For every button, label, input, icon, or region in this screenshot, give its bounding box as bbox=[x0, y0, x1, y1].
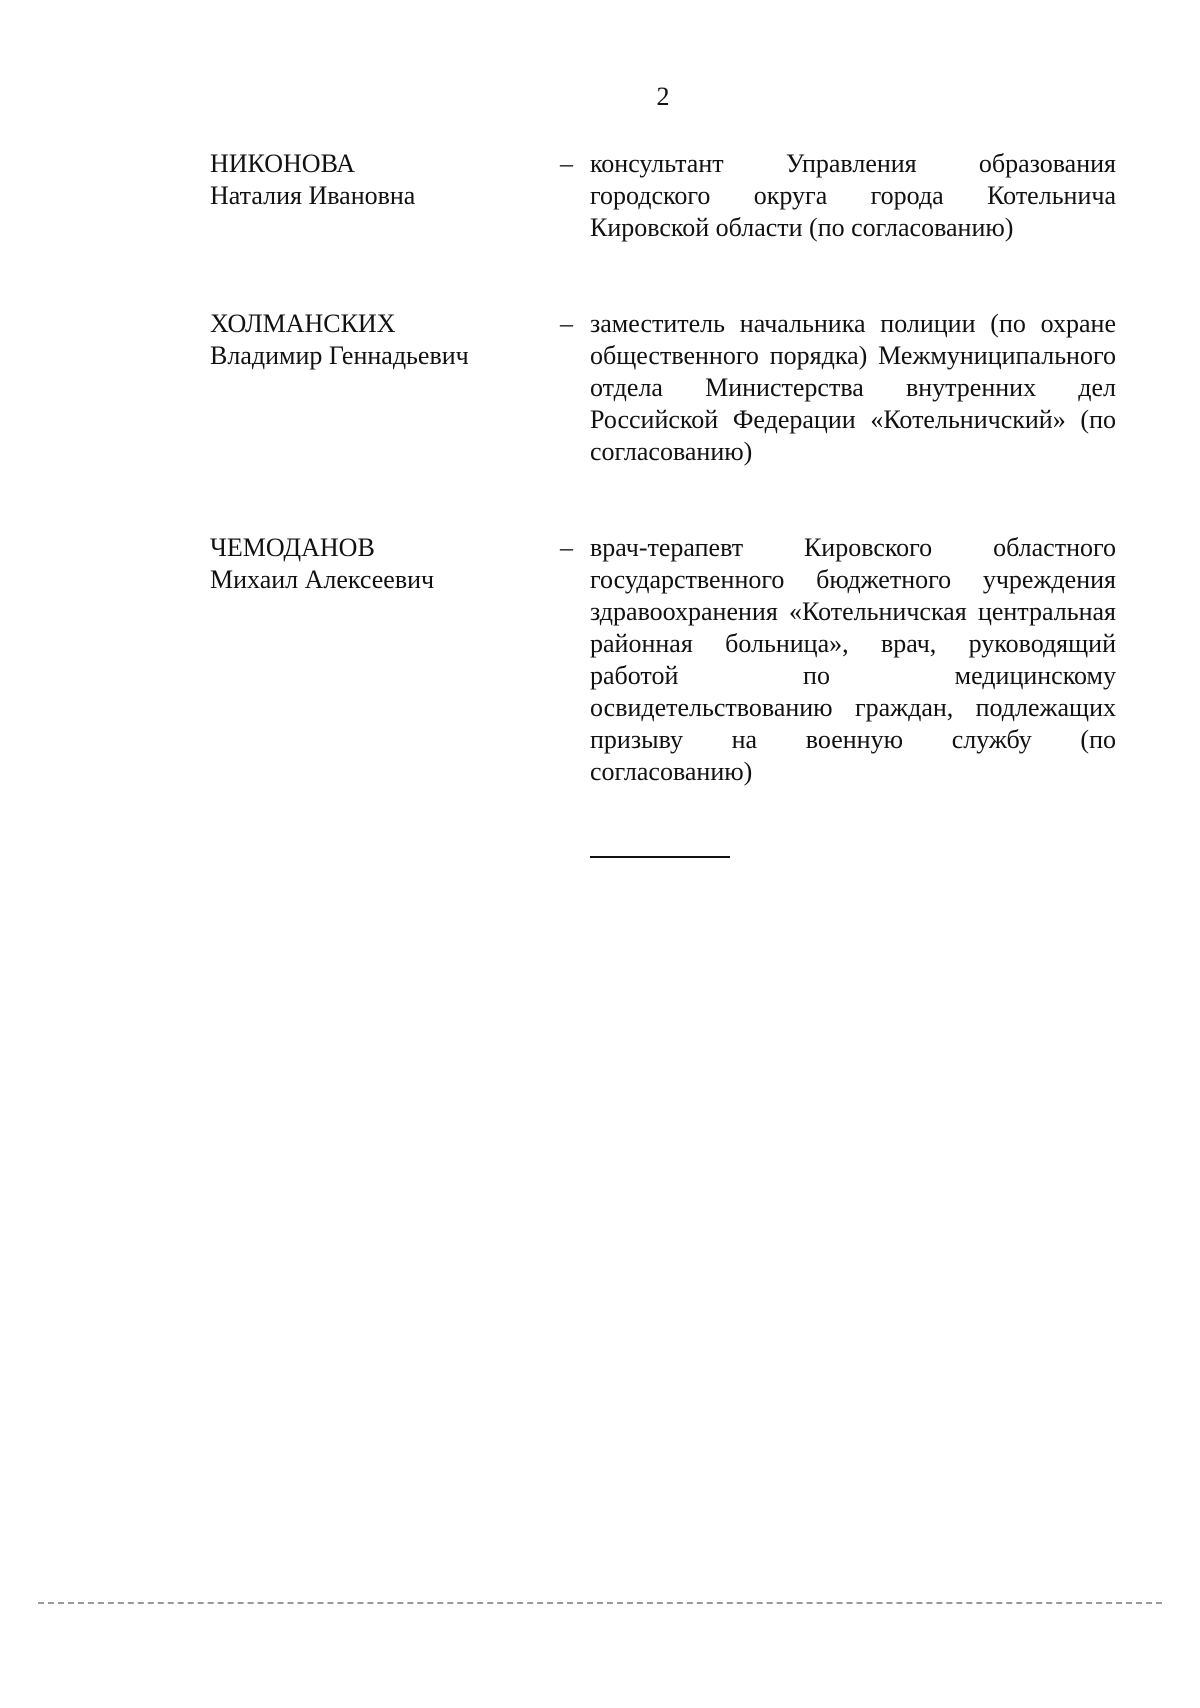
member-surname: ЧЕМОДАНОВ bbox=[210, 533, 375, 562]
member-position: консультант Управления образования городского округа города Котельнича Кировской области (по согласованию) bbox=[590, 149, 1116, 242]
member-position: заместитель начальника полиции (по охране общественного порядка) Межмуниципального отдела Министерства внутренних дел Российской Федерации «Котельничский» (по согласованию) bbox=[590, 309, 1116, 466]
entry-dash: – bbox=[560, 149, 573, 178]
member-surname: ХОЛМАНСКИХ bbox=[210, 309, 396, 338]
member-entry-kholmanskikh bbox=[210, 308, 1116, 468]
scan-footer-marks bbox=[38, 1602, 1162, 1604]
page-number: 2 bbox=[656, 82, 670, 111]
member-given-names: Наталия Ивановна bbox=[210, 181, 416, 210]
member-list bbox=[210, 148, 1116, 852]
member-name bbox=[210, 148, 560, 212]
member-name bbox=[210, 532, 560, 596]
end-of-list-rule bbox=[590, 856, 730, 858]
entry-dash: – bbox=[560, 309, 573, 338]
member-entry-nikonova bbox=[210, 148, 1116, 244]
member-position: врач-терапевт Кировского областного государственного бюджетного учреждения здравоохранения «Котельничская центральная районная больница», врач, руководящий работой по медицинскому освидетельствованию граждан, подлежащих призыву на военную службу (по согласованию) bbox=[590, 533, 1116, 786]
entry-dash: – bbox=[560, 533, 573, 562]
member-name bbox=[210, 308, 560, 372]
member-given-names: Михаил Алексеевич bbox=[210, 565, 435, 594]
member-surname: НИКОНОВА bbox=[210, 149, 356, 178]
member-entry-chemodanov bbox=[210, 532, 1116, 788]
member-given-names: Владимир Геннадьевич bbox=[210, 341, 469, 370]
